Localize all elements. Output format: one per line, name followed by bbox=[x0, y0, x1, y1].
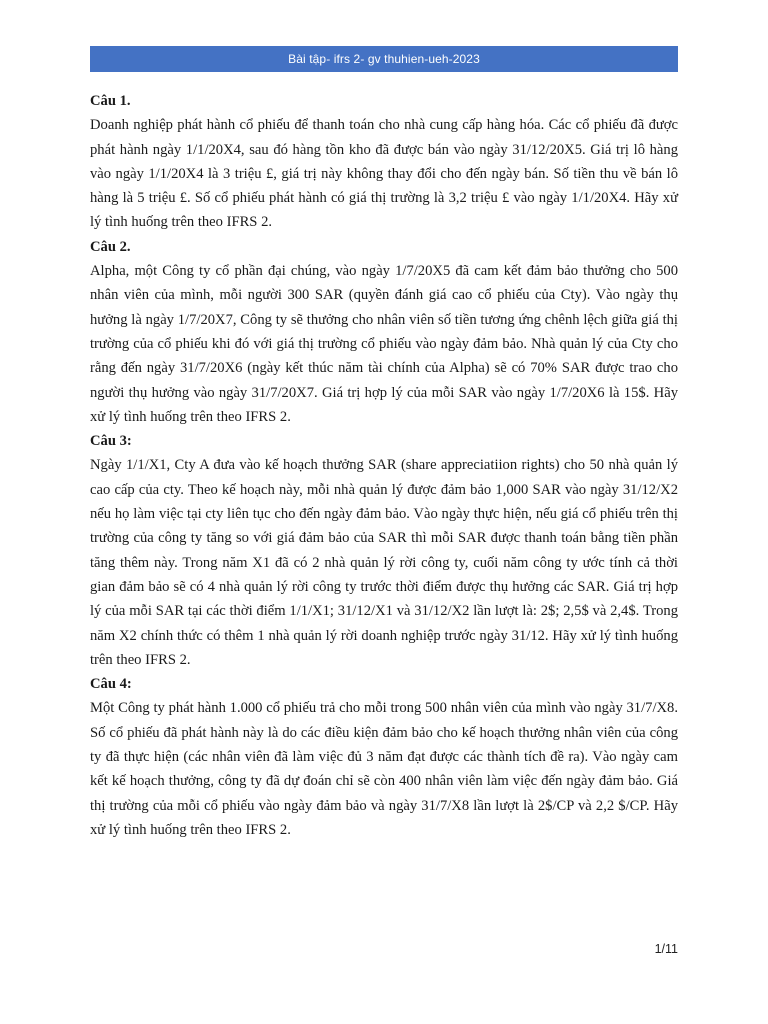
question-label: Câu 2 bbox=[90, 238, 127, 255]
question-label-suffix: . bbox=[126, 238, 131, 255]
page-number: 1/11 bbox=[654, 942, 678, 956]
question-heading bbox=[90, 235, 678, 259]
question-heading bbox=[90, 89, 678, 113]
question-body: Ngày 1/1/X1, Cty A đưa vào kế hoạch thưởng SAR (share appreciatiion rights) cho 50 nhà quản lý cao cấp của cty. Theo kế hoạch này, mỗi nhà quản lý được đảm bảo 1,000 SAR vào ngày 31/12/X2 nếu họ làm việc tại cty liên tục cho đến ngày đảm bảo. Vào ngày thực hiện, nếu giá cổ phiếu trên thị trường của công ty tăng so với giá đảm bảo của SAR thì mỗi SAR được thanh toán bằng tiền phần tăng thêm này. Trong năm X1 đã có 2 nhà quản lý rời công ty, cuối năm công ty ước tính cả thời gian đảm bảo sẽ có 4 nhà quản lý rời công ty trước thời điểm được thụ hưởng các SAR. Giá trị hợp lý của mỗi SAR tại các thời điểm 1/1/X1; 31/12/X1 và 31/12/X2 lần lượt là: 2$; 2,5$ và 2,4$. Trong năm X2 chính thức có thêm 1 nhà quản lý rời doanh nghiệp trước ngày 31/12. Hãy xử lý tình huống trên theo IFRS 2. bbox=[90, 457, 678, 668]
header-title: Bài tập- ifrs 2- gv thuhien-ueh-2023 bbox=[288, 52, 480, 66]
question-label: Câu 3: bbox=[90, 433, 132, 450]
document-content bbox=[90, 89, 678, 842]
question-1 bbox=[90, 89, 678, 235]
question-body: Alpha, một Công ty cổ phần đại chúng, vào ngày 1/7/20X5 đã cam kết đảm bảo thưởng cho 500 nhân viên của mình, mỗi người 300 SAR (quyền đánh giá cao cổ phiếu của Cty). Vào ngày thụ hưởng là ngày 1/7/20X7, Công ty sẽ thưởng cho nhân viên số tiền tương ứng chênh lệch giữa giá thị trường của cổ phiếu khi đó với giá thị trường cổ phiếu vào ngày đảm bảo. Nhà quản lý của Cty cho rằng đến ngày 31/7/20X6 (ngày kết thúc năm tài chính của Alpha) sẽ có 70% SAR được trao cho người thụ hưởng vào ngày 31/7/20X7. Giá trị hợp lý của mỗi SAR vào ngày 1/7/20X6 là 15$. Hãy xử lý tình huống trên theo IFRS 2. bbox=[90, 263, 678, 425]
question-heading bbox=[90, 672, 678, 696]
question-4 bbox=[90, 672, 678, 842]
question-body: Một Công ty phát hành 1.000 cổ phiếu trả cho mỗi trong 500 nhân viên của mình vào ngày 31/7/X8. Số cổ phiếu đã phát hành này là do các điều kiện đảm bảo cho kế hoạch thưởng nhân viên của công ty đã thực hiện (các nhân viên đã làm việc đủ 3 năm đạt được các thành tích đề ra). Vào ngày cam kết kế hoạch thưởng, công ty đã dự đoán chỉ sẽ còn 400 nhân viên làm việc đến ngày đảm bảo. Giá thị trường của mỗi cổ phiếu vào ngày đảm bảo và ngày 31/7/X8 lần lượt là 2$/CP và 2,2 $/CP. Hãy xử lý tình huống trên theo IFRS 2. bbox=[90, 700, 678, 838]
question-label-suffix: . bbox=[126, 93, 131, 109]
question-label: Câu 1 bbox=[90, 93, 127, 109]
question-label: Câu 4: bbox=[90, 676, 132, 693]
question-heading bbox=[90, 429, 678, 453]
question-3 bbox=[90, 429, 678, 672]
header-bar bbox=[90, 46, 678, 72]
question-2 bbox=[90, 235, 678, 429]
question-body: Doanh nghiệp phát hành cổ phiếu để thanh toán cho nhà cung cấp hàng hóa. Các cổ phiếu đã được phát hành ngày 1/1/20X4, sau đó hàng tồn kho đã được bán vào ngày 31/12/20X5. Giá trị lô hàng vào ngày 1/1/20X4 là 3 triệu £, giá trị này không thay đổi cho đến ngày bán. Số tiền thu về bán lô hàng là 5 triệu £. Số cổ phiếu phát hành có giá thị trường là 3,2 triệu £ vào ngày 1/1/20X4. Hãy xử lý tình huống trên theo IFRS 2. bbox=[90, 117, 678, 231]
